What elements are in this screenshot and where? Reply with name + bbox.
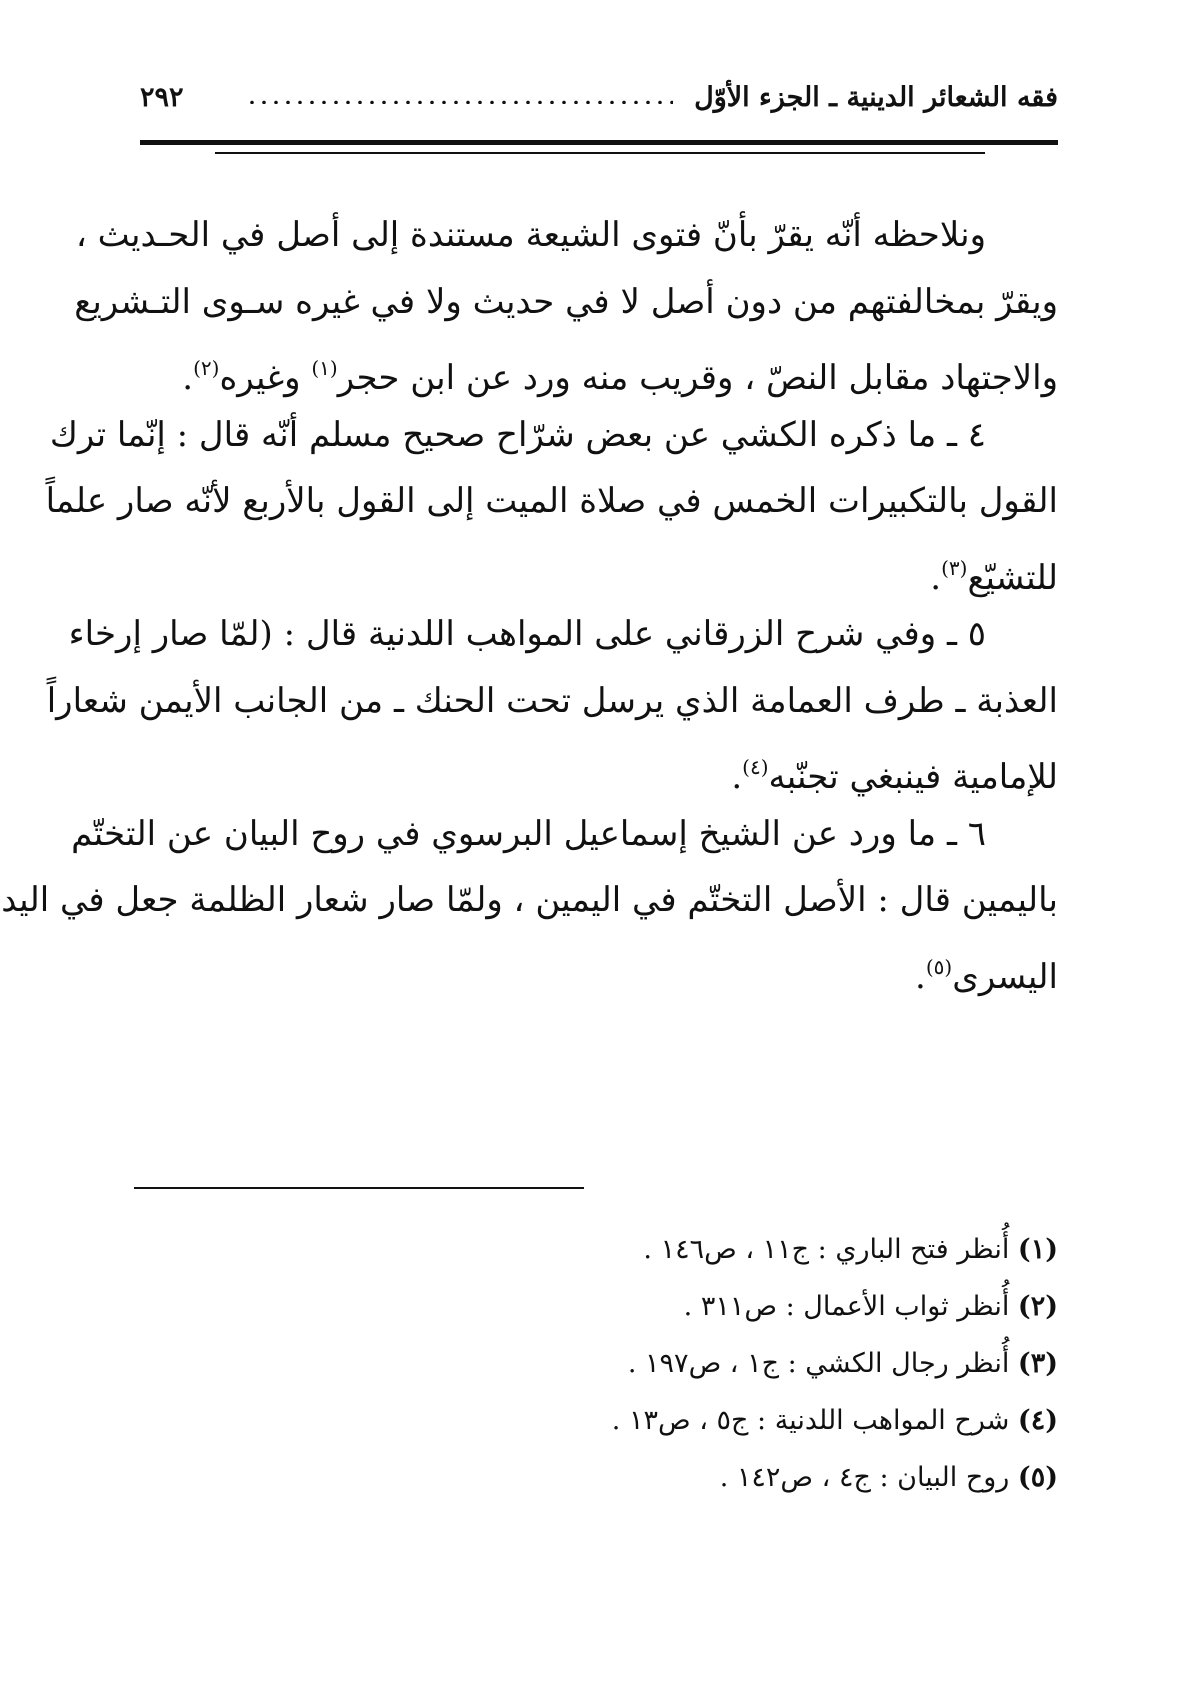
body-line xyxy=(68,604,1058,664)
header-dot-leader xyxy=(246,100,673,104)
body-line xyxy=(134,937,1058,997)
line-text: ونلاحظه أنّه يقرّ بأنّ فتوى الشيعة مستندة إلى أصل في الحـديث ، xyxy=(75,215,986,255)
body-line xyxy=(134,737,1058,797)
line-text: للإمامية فينبغي تجنّبه xyxy=(768,757,1058,797)
footnote-marker: (٥) xyxy=(925,954,953,979)
line-text: والاجتهاد مقابل النصّ ، وقريب منه ورد عن ابن حجر xyxy=(337,358,1058,398)
page-number: ٢٩٢ xyxy=(140,82,184,113)
footnote xyxy=(628,1334,1058,1394)
line-text: ٤ ـ ما ذكره الكشي عن بعض شرّاح صحيح مسلم أنّه قال : إنّما ترك xyxy=(49,414,986,455)
line-punctuation: . xyxy=(930,557,942,598)
line-text: ٦ ـ ما ورد عن الشيخ إسماعيل البرسوي في روح البيان عن التختّم xyxy=(71,813,986,854)
footnote-number: (١) xyxy=(1017,1234,1058,1265)
footnote-text: شرح المواهب اللدنية : ج٥ ، ص١٣ . xyxy=(611,1405,1018,1436)
line-text: العذبة ـ طرف العمامة الذي يرسل تحت الحنك ـ من الجانب الأيمن شعاراً xyxy=(46,680,1058,721)
running-header xyxy=(140,82,1058,132)
footnote-number: (٣) xyxy=(1017,1348,1058,1379)
footnote-text: أُنظر ثواب الأعمال : ص٣١١ . xyxy=(683,1291,1018,1322)
footnote xyxy=(643,1220,1058,1280)
footnote-marker: (٣) xyxy=(941,555,968,580)
footnote-marker: (١) xyxy=(311,356,338,380)
body-line xyxy=(46,671,1058,731)
footnote xyxy=(612,1391,1058,1451)
line-text: ويقرّ بمخالفتهم من دون أصل لا في حديث ولا في غيره سـوى التـشريع xyxy=(74,281,1058,322)
footnote-number: (٢) xyxy=(1017,1291,1058,1322)
body-line xyxy=(74,272,1058,332)
body-line xyxy=(134,538,1058,598)
footnote-number: (٥) xyxy=(1017,1462,1058,1493)
footnote xyxy=(684,1277,1058,1337)
line-punctuation: . xyxy=(731,757,743,797)
header-rule-thin xyxy=(215,152,985,154)
footnote-marker: (٢) xyxy=(193,356,220,380)
line-punctuation: . xyxy=(182,358,194,398)
body-line xyxy=(1,870,1058,930)
footnote-text: روح البيان : ج٤ ، ص١٤٢ . xyxy=(719,1462,1018,1493)
body-line xyxy=(71,804,1058,864)
footnote-separator xyxy=(134,1187,584,1189)
running-title: فقه الشعائر الدينية ـ الجزء الأوّل xyxy=(694,82,1058,113)
footnote-text: أُنظر فتح الباري : ج١١ ، ص١٤٦ . xyxy=(643,1234,1018,1265)
body-line xyxy=(45,471,1058,531)
line-text: وغيره xyxy=(219,358,312,398)
body-line xyxy=(75,205,1058,265)
line-punctuation: . xyxy=(915,956,926,997)
footnote-text: أُنظر رجال الكشي : ج١ ، ص١٩٧ . xyxy=(627,1348,1018,1379)
footnote-number: (٤) xyxy=(1017,1405,1058,1436)
line-text: باليمين قال : الأصل التختّم في اليمين ، ولمّا صار شعار الظلمة جعل في اليد xyxy=(1,880,1058,920)
line-text: للتشيّع xyxy=(967,557,1058,598)
body-line xyxy=(134,338,1058,398)
footnote-marker: (٤) xyxy=(742,755,769,779)
line-text: القول بالتكبيرات الخمس في صلاة الميت إلى القول بالأربع لأنّه صار علماً xyxy=(45,481,1058,521)
line-text: اليسرى xyxy=(952,956,1058,997)
line-text: ٥ ـ وفي شرح الزرقاني على المواهب اللدنية قال : (لمّا صار إرخاء xyxy=(68,614,986,654)
body-line xyxy=(49,405,1058,465)
header-rule-thick xyxy=(140,140,1058,145)
footnote xyxy=(720,1448,1058,1508)
